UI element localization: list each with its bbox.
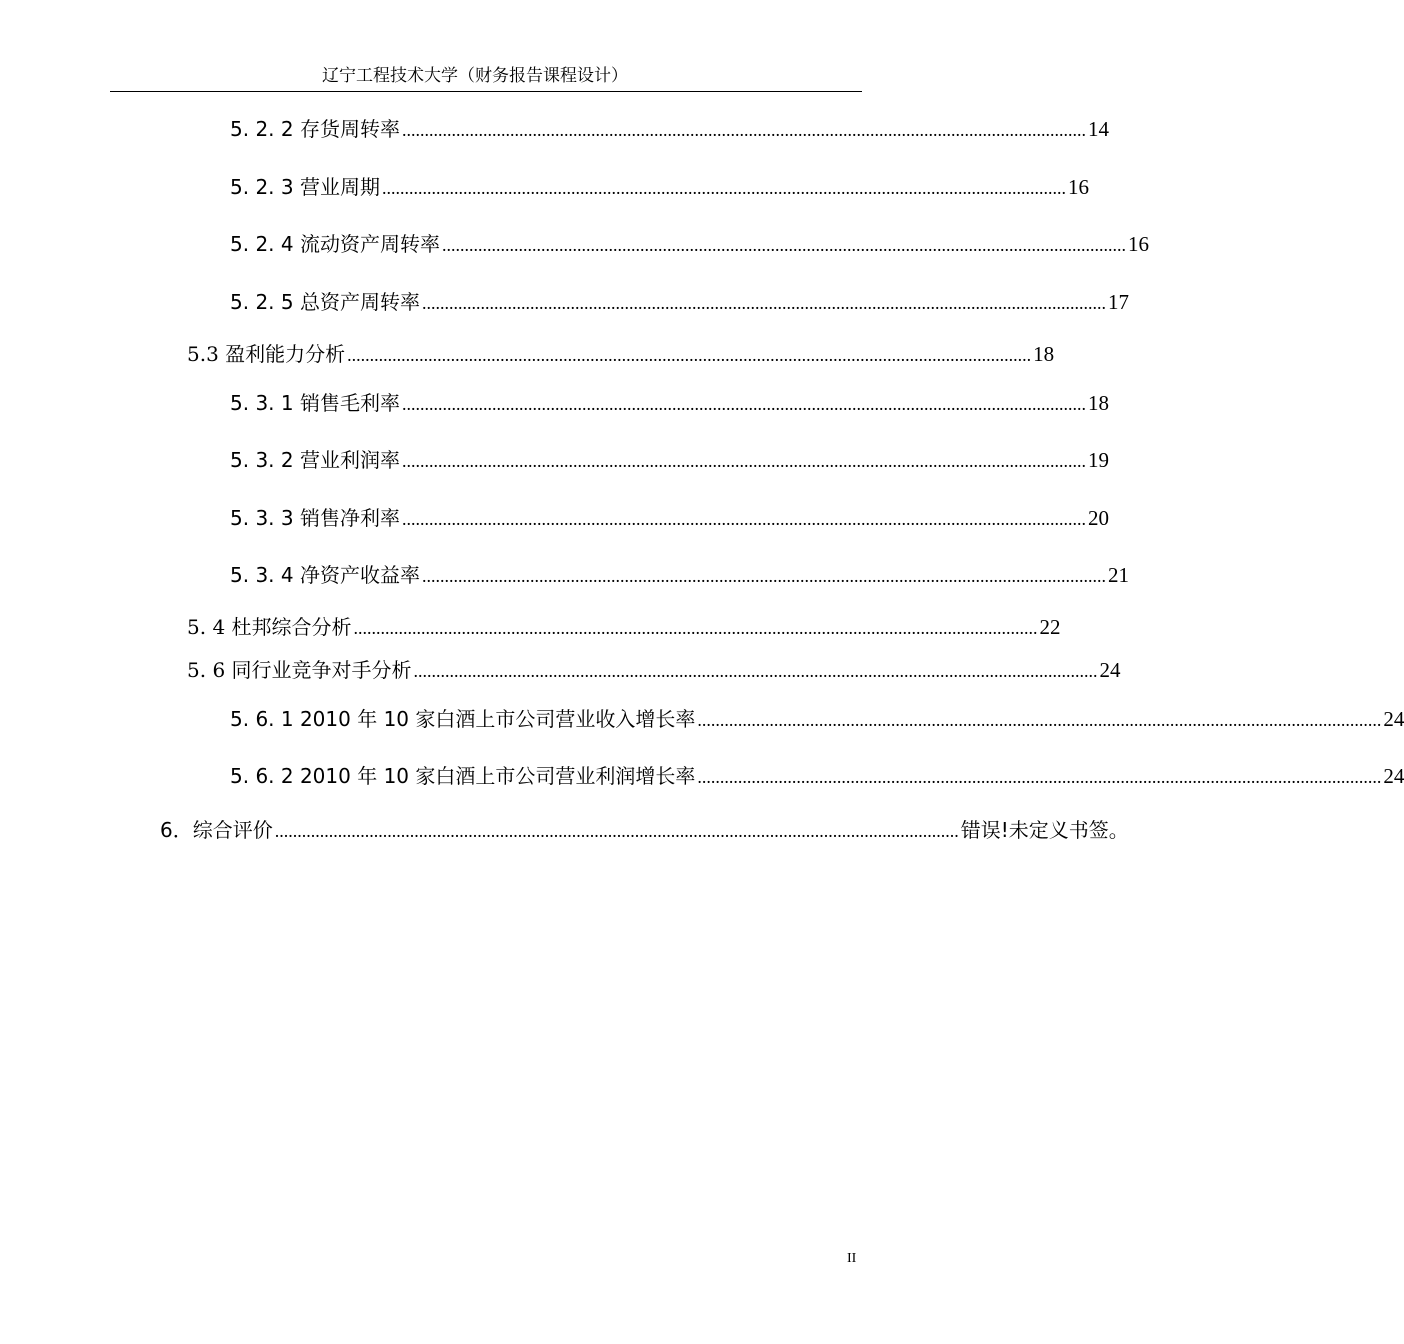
toc-entry-label: 5. 3. 3 销售净利率 <box>230 506 400 530</box>
toc-leader-dots: ........................................................................................................................................................ <box>401 120 1086 140</box>
toc-entry-5-6-2[interactable] <box>230 761 1404 791</box>
toc-entry-label: 5. 3. 4 净资产收益率 <box>230 563 420 587</box>
toc-entry-page: 24 <box>1383 707 1404 731</box>
toc-entry-page: 17 <box>1107 290 1129 314</box>
toc-leader-dots: ........................................................................................................................................................ <box>381 178 1066 198</box>
toc-leader-dots: ........................................................................................................................................................ <box>347 345 1032 365</box>
toc-entry-5-4[interactable] <box>187 612 1061 642</box>
toc-leader-dots: ........................................................................................................................................................ <box>401 451 1086 471</box>
toc-entry-page: 16 <box>1067 175 1089 199</box>
toc-entry-page: 22 <box>1039 615 1061 639</box>
toc-entry-5-2-2[interactable] <box>230 114 1109 144</box>
toc-leader-dots: ........................................................................................................................................................ <box>421 293 1106 313</box>
toc-entry-page: 错误!未定义书签。 <box>960 818 1129 842</box>
toc-entry-label: 5. 6. 2 2010 年 10 家白酒上市公司营业利润增长率 <box>230 764 696 788</box>
toc-leader-dots: ........................................................................................................................................................ <box>413 661 1098 681</box>
toc-leader-dots: ........................................................................................................................................................ <box>401 394 1086 414</box>
toc-entry-page: 24 <box>1099 658 1121 682</box>
toc-entry-page: 19 <box>1087 448 1109 472</box>
toc-leader-dots: ........................................................................................................................................................ <box>421 566 1106 586</box>
toc-entry-page: 18 <box>1087 391 1109 415</box>
toc-entry-5-3[interactable] <box>187 339 1055 369</box>
toc-leader-dots: ........................................................................................................................................................ <box>401 509 1086 529</box>
toc-entry-5-6[interactable] <box>187 655 1121 685</box>
toc-entry-label: 5. 6 同行业竞争对手分析 <box>187 658 412 682</box>
toc-entry-5-6-1[interactable] <box>230 704 1404 734</box>
toc-entry-label: 5. 2. 5 总资产周转率 <box>230 290 420 314</box>
toc-entry-page: 21 <box>1107 563 1129 587</box>
toc-entry-page: 18 <box>1033 342 1055 366</box>
toc-leader-dots: ........................................................................................................................................................ <box>697 710 1382 730</box>
toc-entry-label: 5. 3. 2 营业利润率 <box>230 448 400 472</box>
toc-entry-label: 6．综合评价 <box>160 818 273 842</box>
toc-entry-5-3-3[interactable] <box>230 503 1109 533</box>
toc-entry-page: 16 <box>1127 232 1149 256</box>
page-number: II <box>847 1251 857 1266</box>
toc-entry-label: 5.3 盈利能力分析 <box>187 342 346 366</box>
toc-entry-label: 5. 6. 1 2010 年 10 家白酒上市公司营业收入增长率 <box>230 707 696 731</box>
toc-entry-6[interactable] <box>160 815 1129 845</box>
toc-entry-label: 5. 2. 3 营业周期 <box>230 175 380 199</box>
toc-leader-dots: ........................................................................................................................................................ <box>353 618 1038 638</box>
toc-leader-dots: ........................................................................................................................................................ <box>274 821 959 841</box>
page-header-title: 辽宁工程技术大学（财务报告课程设计） <box>322 66 628 86</box>
toc-entry-5-2-5[interactable] <box>230 287 1129 317</box>
toc-entry-5-3-4[interactable] <box>230 560 1129 590</box>
toc-entry-label: 5. 2. 4 流动资产周转率 <box>230 232 440 256</box>
toc-entry-label: 5. 2. 2 存货周转率 <box>230 117 400 141</box>
toc-entry-label: 5. 4 杜邦综合分析 <box>187 615 352 639</box>
toc-entry-label: 5. 3. 1 销售毛利率 <box>230 391 400 415</box>
toc-entry-page: 20 <box>1087 506 1109 530</box>
toc-leader-dots: ........................................................................................................................................................ <box>441 235 1126 255</box>
toc-entry-5-2-3[interactable] <box>230 172 1089 202</box>
toc-entry-page: 14 <box>1087 117 1109 141</box>
toc-entry-5-2-4[interactable] <box>230 229 1149 259</box>
toc-entry-5-3-2[interactable] <box>230 445 1109 475</box>
toc-entry-5-3-1[interactable] <box>230 388 1109 418</box>
toc-entry-page: 24 <box>1383 764 1404 788</box>
toc-leader-dots: ........................................................................................................................................................ <box>697 767 1382 787</box>
